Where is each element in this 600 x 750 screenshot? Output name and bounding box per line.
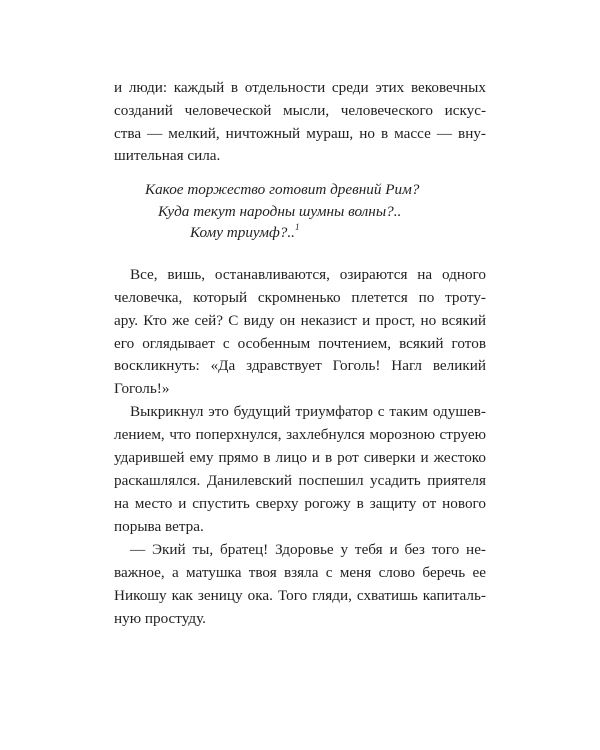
poem-line: Куда текут народны шумны волны?.. [158, 203, 402, 220]
poem-line-text: Кому триумф?.. [190, 224, 295, 241]
text-line: воскликнуть: «Да здравствует Гоголь! Нагл великий [114, 357, 486, 374]
text-line: шительная сила. [114, 147, 221, 164]
text-line: — Экий ты, братец! Здоровье у тебя и без того не- [130, 541, 486, 558]
text-line: ударившей ему прямо в лицо и в рот сиверки и жестоко [114, 449, 486, 466]
text-line: созданий человеческой мысли, человеческого искус- [114, 102, 486, 119]
text-line: Выкрикнул это будущий триумфатор с таким одушев- [130, 403, 486, 420]
poem-line: Какое торжество готовит древний Рим? [145, 181, 420, 198]
footnote-reference: 1 [294, 222, 300, 232]
text-line: ную простуду. [114, 610, 206, 627]
text-line: ару. Кто же сей? С виду он неказист и прост, но всякий [114, 312, 486, 329]
text-line: Никошу как зеницу ока. Того гляди, схватишь капиталь- [114, 587, 486, 604]
text-line: лением, что поперхнулся, захлебнулся морозною струею [114, 426, 486, 443]
text-line: его оглядывает с особенным почтением, всякий готов [114, 335, 486, 352]
text-line: и люди: каждый в отдельности среди этих вековечных [114, 79, 486, 96]
poem-line [190, 223, 299, 243]
text-line: раскашлялся. Данилевский поспешил усадить приятеля [114, 472, 486, 489]
text-line: человечка, который скромненько плетется по троту- [114, 289, 486, 306]
text-line: Все, вишь, останавливаются, озираются на одного [130, 266, 486, 283]
text-line: важное, а матушка твоя взяла с меня слово беречь ее [114, 564, 486, 581]
text-line: на место и спустить сверху рогожу в защиту от нового [114, 495, 486, 512]
text-line: Гоголь!» [114, 380, 170, 397]
text-line: ства — мелкий, ничтожный мураш, но в массе — вну- [114, 125, 486, 142]
text-line: порыва ветра. [114, 518, 204, 535]
